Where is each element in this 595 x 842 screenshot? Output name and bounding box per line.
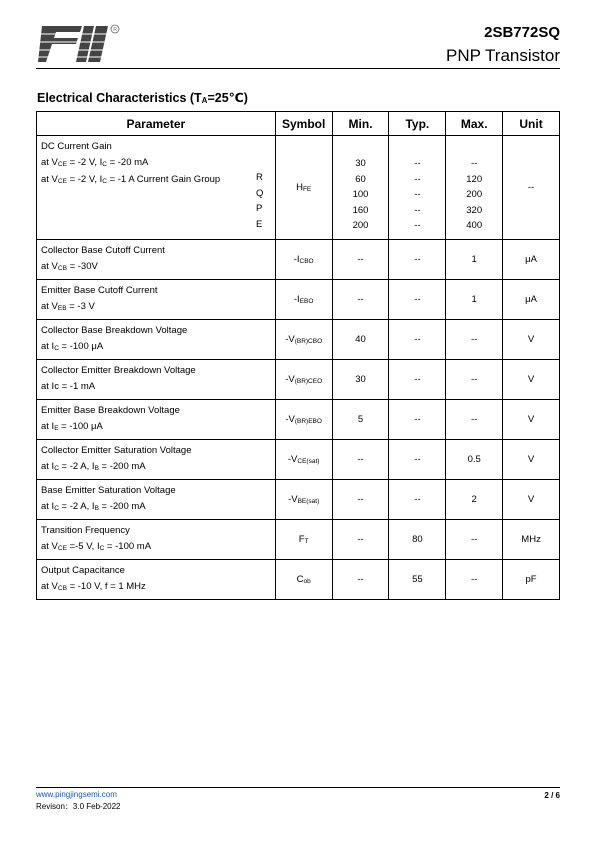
symbol-cell: $C_{ob}$ (275, 560, 332, 600)
max-cell: -- (446, 400, 503, 440)
param-cell: Collector Emitter Breakdown Voltage at Ic = -1 mA (37, 360, 276, 400)
max-cell: 0.5 (446, 440, 503, 480)
min-cell: 40 (332, 320, 389, 360)
unit-cell: V (503, 360, 560, 400)
min-cell: -- (332, 480, 389, 520)
table-row (37, 560, 560, 600)
param-dc-gain: DC Current Gain at $V_{CE} = -2$ V, $I_C = -20$ mA at $V_{CE} = -2$ V, $I_C = -1$ A Current Gain Group R Q P E (37, 136, 276, 240)
param-cell: Base Emitter Saturation Voltage at $I_C = -2$ A, $I_B = -200$ mA (37, 480, 276, 520)
symbol-cell: $-I_{EBO}$ (275, 280, 332, 320)
company-logo (36, 24, 120, 64)
header-divider (36, 68, 560, 69)
typ-cell: 80 (389, 520, 446, 560)
table-row (37, 240, 560, 280)
table-row (37, 520, 560, 560)
header-typ: Typ. (389, 112, 446, 136)
symbol-cell: $-V_{(BR)EBO}$ (275, 400, 332, 440)
max-cell: -- (446, 320, 503, 360)
registered-mark: R (113, 27, 117, 33)
unit-cell: V (503, 440, 560, 480)
max-cell: 1 (446, 240, 503, 280)
unit-dc-gain: -- (503, 136, 560, 240)
param-cell: Collector Base Cutoff Current at $V_{CB} = -30V$ (37, 240, 276, 280)
symbol-cell: $-V_{BE(sat)}$ (275, 480, 332, 520)
unit-cell: MHz (503, 520, 560, 560)
max-cell: -- (446, 560, 503, 600)
section-title: Electrical Characteristics $(T_A=25℃)$ (37, 91, 248, 105)
footer-page-number: 2 / 6 (544, 791, 560, 800)
table-header-row (37, 112, 560, 136)
min-cell: 30 (332, 360, 389, 400)
typ-cell: -- (389, 320, 446, 360)
max-cell: -- (446, 520, 503, 560)
table-row (37, 280, 560, 320)
typ-cell: -- (389, 400, 446, 440)
max-cell: 1 (446, 280, 503, 320)
table-row (37, 320, 560, 360)
param-cell: Emitter Base Cutoff Current at $V_{EB} = -3$ V (37, 280, 276, 320)
typ-cell: -- (389, 280, 446, 320)
typ-cell: -- (389, 240, 446, 280)
part-number: 2SB772SQ (484, 24, 560, 41)
part-description: PNP Transistor (445, 46, 560, 65)
param-cell: Emitter Base Breakdown Voltage at $I_E = -100$ μA (37, 400, 276, 440)
min-cell: -- (332, 440, 389, 480)
min-cell: -- (332, 520, 389, 560)
typ-cell: -- (389, 440, 446, 480)
max-dc-gain: -- 120 200 320 400 (446, 136, 503, 240)
table-row (37, 480, 560, 520)
symbol-hfe: $H_{FE}$ (275, 136, 332, 240)
electrical-characteristics-table (36, 111, 560, 600)
header-min: Min. (332, 112, 389, 136)
max-cell: -- (446, 360, 503, 400)
symbol-cell: $-V_{(BR)CBO}$ (275, 320, 332, 360)
symbol-cell: $-V_{(BR)CEO}$ (275, 360, 332, 400)
header-max: Max. (446, 112, 503, 136)
header-symbol: Symbol (275, 112, 332, 136)
symbol-cell: $F_T$ (275, 520, 332, 560)
unit-cell: V (503, 400, 560, 440)
param-cell: Collector Emitter Saturation Voltage at $I_C = -2$ A, $I_B = -200$ mA (37, 440, 276, 480)
min-dc-gain: 30 60 100 160 200 (332, 136, 389, 240)
table-row (37, 360, 560, 400)
symbol-cell: $-V_{CE(sat)}$ (275, 440, 332, 480)
symbol-cell: $-I_{CBO}$ (275, 240, 332, 280)
footer-revision: Revison：3.0 Feb-2022 (36, 802, 121, 811)
footer-url-link[interactable]: www.pingjingsemi.com (36, 790, 117, 799)
param-cell: Output Capacitance at $V_{CB} = -10$ V, f = 1 MHz (37, 560, 276, 600)
param-cell: Collector Base Breakdown Voltage at $I_C = -100$ μA (37, 320, 276, 360)
min-cell: -- (332, 560, 389, 600)
typ-cell: -- (389, 360, 446, 400)
unit-cell: μA (503, 240, 560, 280)
typ-cell: -- (389, 480, 446, 520)
header-unit: Unit (503, 112, 560, 136)
min-cell: -- (332, 280, 389, 320)
min-cell: 5 (332, 400, 389, 440)
table-row (37, 400, 560, 440)
table-row-dc-gain (37, 136, 560, 240)
unit-cell: V (503, 480, 560, 520)
min-cell: -- (332, 240, 389, 280)
max-cell: 2 (446, 480, 503, 520)
header-parameter: Parameter (37, 112, 276, 136)
unit-cell: μA (503, 280, 560, 320)
unit-cell: pF (503, 560, 560, 600)
typ-cell: 55 (389, 560, 446, 600)
unit-cell: V (503, 320, 560, 360)
typ-dc-gain: -- -- -- -- -- (389, 136, 446, 240)
table-row (37, 440, 560, 480)
footer-divider (36, 787, 560, 788)
param-cell: Transition Frequency at $V_{CE} =-5$ V, $I_C = -100$ mA (37, 520, 276, 560)
